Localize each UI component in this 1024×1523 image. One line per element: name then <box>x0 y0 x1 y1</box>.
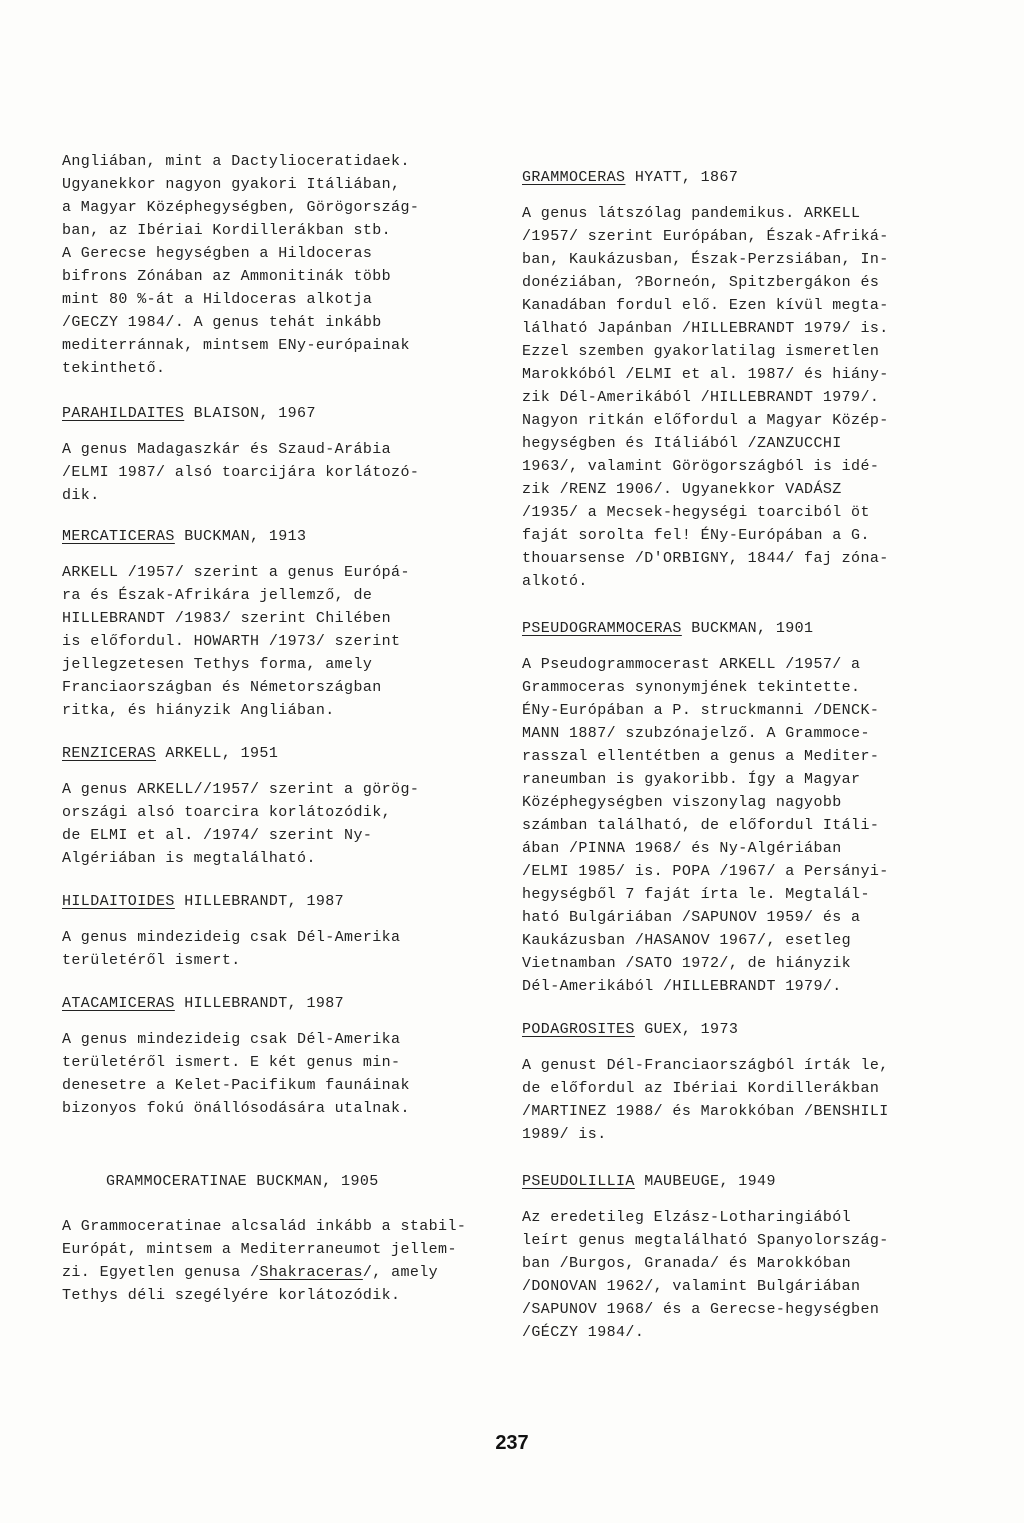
text-line: 1989/ is. <box>522 1126 607 1143</box>
page-number: 237 <box>495 1432 529 1454</box>
text-line: ban, az Ibériai Kordillerákban stb. <box>62 222 392 239</box>
genus-name: HILDAITOIDES <box>62 893 175 910</box>
genus-section-pseudolillia <box>522 1170 967 1344</box>
text-line: Az eredetileg Elzász-Lotharingiából <box>522 1209 852 1226</box>
genus-name: PSEUDOGRAMMOCERAS <box>522 620 682 637</box>
genus-author: BLAISON, 1967 <box>184 405 316 422</box>
genus-author: MAUBEUGE, 1949 <box>634 1173 776 1190</box>
text-line: Dél-Amerikából /HILLEBRANDT 1979/. <box>522 978 842 995</box>
text-line: a Magyar Középhegységben, Görögország- <box>62 199 420 216</box>
genus-name: PSEUDOLILLIA <box>522 1173 635 1190</box>
genus-name: RENZICERAS <box>62 745 157 762</box>
right-column <box>522 166 967 1344</box>
genus-name: PARAHILDAITES <box>62 405 185 422</box>
genus-author: BUCKMAN, 1901 <box>681 620 814 637</box>
genus-heading <box>522 617 967 640</box>
left-column <box>62 150 502 1307</box>
text-line: Kanadában fordul elő. Ezen kívül megta- <box>522 297 889 314</box>
text-line: /1957/ szerint Európában, Észak-Afriká- <box>522 228 889 245</box>
text-line: thouarsense /D'ORBIGNY, 1844/ faj zóna- <box>522 550 889 567</box>
text-line: donéziában, ?Borneón, Spitzbergákon és <box>522 274 880 291</box>
genus-section-renziceras <box>62 742 502 870</box>
genus-section-mercaticeras <box>62 525 502 722</box>
text-line: zik /RENZ 1906/. Ugyanekkor VADÁSZ <box>522 481 842 498</box>
genus-name: PODAGROSITES <box>522 1021 635 1038</box>
text-line: ban, Kaukázusban, Észak-Perzsiában, In- <box>522 251 889 268</box>
text-line: A genus mindezideig csak Dél-Amerika <box>62 929 401 946</box>
text-line: A genus ARKELL//1957/ szerint a görög- <box>62 781 420 798</box>
text-line: számban található, de előfordul Itáli- <box>522 817 880 834</box>
text-line: /1935/ a Mecsek-hegységi toarciból öt <box>522 504 870 521</box>
text-line: Nagyon ritkán előfordul a Magyar Közép- <box>522 412 889 429</box>
text-line: dik. <box>62 487 100 504</box>
text-line: területéről ismert. E két genus min- <box>62 1054 401 1071</box>
genus-section-pseudogrammoceras <box>522 617 967 998</box>
genus-section-parahildaites <box>62 402 502 507</box>
text-line: ARKELL /1957/ szerint a genus Európá- <box>62 564 410 581</box>
text-line: A Grammoceratinae alcsalád inkább a stabil- <box>62 1218 467 1235</box>
genus-section-grammoceras <box>522 166 967 593</box>
text-line: /ELMI 1987/ alsó toarcijára korlátozó- <box>62 464 420 481</box>
genus-heading <box>62 890 502 913</box>
text-line: Európát, mintsem a Mediterraneumot jellem- <box>62 1241 457 1258</box>
genus-author: BUCKMAN, 1913 <box>174 528 307 545</box>
text-line: Grammoceras synonymjének tekintette. <box>522 679 861 696</box>
text-line: MANN 1887/ szubzónajelző. A Grammoce- <box>522 725 870 742</box>
text-line: /GÉCZY 1984/. <box>522 1324 645 1341</box>
text-line: A genus látszólag pandemikus. ARKELL <box>522 205 861 222</box>
genus-heading <box>62 742 502 765</box>
text-line: HILLEBRANDT /1983/ szerint Chilében <box>62 610 392 627</box>
text-line: A Gerecse hegységben a Hildoceras <box>62 245 373 262</box>
genus-author: HILLEBRANDT, 1987 <box>174 995 345 1012</box>
text-line: /ELMI 1985/ is. POPA /1967/ a Persányi- <box>522 863 889 880</box>
text-line: ÉNy-Európában a P. struckmanni /DENCK- <box>522 702 880 719</box>
text-line: bifrons Zónában az Ammonitinák több <box>62 268 392 285</box>
text-line: zik Dél-Amerikából /HILLEBRANDT 1979/. <box>522 389 880 406</box>
intro-paragraph <box>62 150 502 380</box>
text-line: ban /Burgos, Granada/ és Marokkóban <box>522 1255 852 1272</box>
genus-author: HILLEBRANDT, 1987 <box>174 893 345 910</box>
genus-name: Shakraceras <box>259 1264 363 1281</box>
text-line: /GECZY 1984/. A genus tehát inkább <box>62 314 382 331</box>
genus-heading <box>522 166 967 189</box>
text-line: Marokkóból /ELMI et al. 1987/ és hiány- <box>522 366 889 383</box>
text-line: tekinthető. <box>62 360 166 377</box>
genus-heading <box>522 1018 967 1041</box>
text-line: leírt genus megtalálható Spanyolország- <box>522 1232 889 1249</box>
text-line: hegységben és Itáliából /ZANZUCCHI <box>522 435 842 452</box>
text-line: Tethys déli szegélyére korlátozódik. <box>62 1287 401 1304</box>
text-line: területéről ismert. <box>62 952 241 969</box>
text-line: Franciaországban és Németországban <box>62 679 382 696</box>
genus-heading <box>62 525 502 548</box>
text-line: /DONOVAN 1962/, valamint Bulgáriában <box>522 1278 861 1295</box>
subfamily-heading: GRAMMOCERATINAE BUCKMAN, 1905 <box>106 1173 379 1190</box>
text-line: ritka, és hiányzik Angliában. <box>62 702 335 719</box>
text-line: Ezzel szemben gyakorlatilag ismeretlen <box>522 343 880 360</box>
text-line: lálható Japánban /HILLEBRANDT 1979/ is. <box>522 320 889 337</box>
text-line: de ELMI et al. /1974/ szerint Ny- <box>62 827 373 844</box>
genus-heading <box>62 992 502 1015</box>
genus-name: MERCATICERAS <box>62 528 175 545</box>
text-line: Vietnamban /SATO 1972/, de hiányzik <box>522 955 852 972</box>
text-line: A Pseudogrammocerast ARKELL /1957/ a <box>522 656 861 673</box>
text-line: is előfordul. HOWARTH /1973/ szerint <box>62 633 401 650</box>
text-fragment: /, amely <box>362 1264 439 1281</box>
text-line: alkotó. <box>522 573 588 590</box>
text-line: denesetre a Kelet-Pacifikum faunáinak <box>62 1077 410 1094</box>
text-fragment: zi. Egyetlen genusa / <box>62 1264 260 1281</box>
text-line: A genus mindezideig csak Dél-Amerika <box>62 1031 401 1048</box>
text-line: hegységből 7 faját írta le. Megtalál- <box>522 886 870 903</box>
text-line: Kaukázusban /HASANOV 1967/, esetleg <box>522 932 852 949</box>
text-line: de előfordul az Ibériai Kordillerákban <box>522 1080 880 1097</box>
text-line: mint 80 %-át a Hildoceras alkotja <box>62 291 373 308</box>
text-line: bizonyos fokú önállósodására utalnak. <box>62 1100 410 1117</box>
subfamily-section-grammoceratinae <box>62 1170 502 1307</box>
text-line: /MARTINEZ 1988/ és Marokkóban /BENSHILI <box>522 1103 889 1120</box>
genus-name: GRAMMOCERAS <box>522 169 626 186</box>
text-line: ható Bulgáriában /SAPUNOV 1959/ és a <box>522 909 861 926</box>
text-line: 1963/, valamint Görögországból is idé- <box>522 458 880 475</box>
genus-section-atacamiceras <box>62 992 502 1120</box>
genus-section-podagrosites <box>522 1018 967 1146</box>
genus-author: ARKELL, 1951 <box>156 745 279 762</box>
genus-heading <box>522 1170 967 1193</box>
text-line: Ugyanekkor nagyon gyakori Itáliában, <box>62 176 401 193</box>
genus-author: HYATT, 1867 <box>625 169 739 186</box>
text-line <box>62 1261 502 1284</box>
genus-name: ATACAMICERAS <box>62 995 175 1012</box>
text-line: A genust Dél-Franciaországból írták le, <box>522 1057 889 1074</box>
text-line: raneumban is gyakoribb. Így a Magyar <box>522 771 861 788</box>
text-line: ra és Észak-Afrikára jellemző, de <box>62 587 373 604</box>
text-line: faját sorolta fel! ÉNy-Európában a G. <box>522 527 870 544</box>
genus-section-hildaitoides <box>62 890 502 972</box>
text-line: Angliában, mint a Dactylioceratidaek. <box>62 153 410 170</box>
text-line: rasszal ellentétben a genus a Mediter- <box>522 748 880 765</box>
text-line: ában /PINNA 1968/ és Ny-Algériában <box>522 840 842 857</box>
text-line: A genus Madagaszkár és Szaud-Arábia <box>62 441 392 458</box>
genus-author: GUEX, 1973 <box>634 1021 739 1038</box>
genus-heading <box>62 402 502 425</box>
text-line: országi alsó toarcira korlátozódik, <box>62 804 392 821</box>
text-line: mediterránnak, mintsem ENy-európainak <box>62 337 410 354</box>
text-line: Középhegységben viszonylag nagyobb <box>522 794 842 811</box>
text-line: jellegzetesen Tethys forma, amely <box>62 656 373 673</box>
text-line: /SAPUNOV 1968/ és a Gerecse-hegységben <box>522 1301 880 1318</box>
text-line: Algériában is megtalálható. <box>62 850 316 867</box>
